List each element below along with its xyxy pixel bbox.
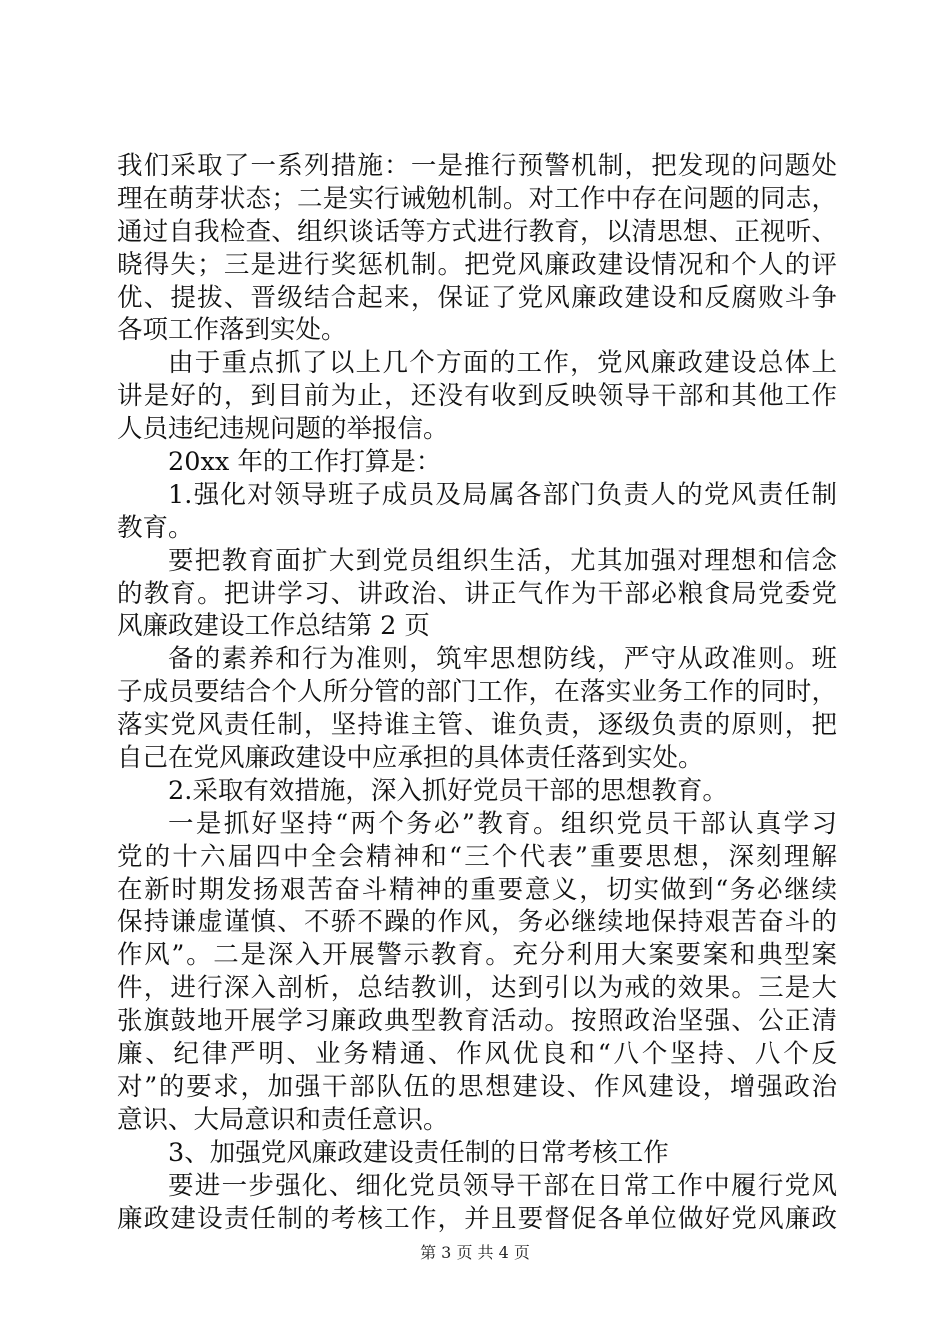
text-line: 理在萌芽状态；二是实行诫勉机制。对工作中存在问题的同志， [117, 183, 837, 214]
text-line: 保持谦虚谨慎、不骄不躁的作风，务必继续地保持艰苦奋斗的 [117, 907, 837, 938]
text-line: 件，进行深入剖析，总结教训，达到引以为戒的效果。三是大 [117, 973, 837, 1004]
text-line: 要把教育面扩大到党员组织生活，尤其加强对理想和信念 [168, 545, 837, 576]
text-line: 讲是好的，到目前为止，还没有收到反映领导干部和其他工作 [117, 381, 837, 412]
text-line: 由于重点抓了以上几个方面的工作，党风廉政建设总体上 [168, 348, 837, 379]
text-line: 党的十六届四中全会精神和“三个代表”重要思想，深刻理解 [117, 841, 837, 872]
text-line: 风廉政建设工作总结第 2 页 [117, 611, 430, 642]
text-line: 晓得失；三是进行奖惩机制。把党风廉政建设情况和个人的评 [117, 249, 837, 280]
text-line: 自己在党风廉政建设中应承担的具体责任落到实处。 [117, 743, 704, 774]
text-line: 一是抓好坚持“两个务必”教育。组织党员干部认真学习 [168, 808, 837, 839]
text-line: 张旗鼓地开展学习廉政典型教育活动。按照政治坚强、公正清 [117, 1006, 837, 1037]
text-line: 对”的要求，加强干部队伍的思想建设、作风建设，增强政治 [117, 1071, 837, 1102]
text-line: 廉政建设责任制的考核工作，并且要督促各单位做好党风廉政 [117, 1203, 837, 1234]
text-line: 落实党风责任制，坚持谁主管、谁负责，逐级负责的原则，把 [117, 710, 837, 741]
text-line: 在新时期发扬艰苦奋斗精神的重要意义，切实做到“务必继续 [117, 874, 837, 905]
text-line: 作风”。二是深入开展警示教育。充分利用大案要案和典型案 [117, 940, 837, 971]
text-line: 廉、纪律严明、业务精通、作风优良和“八个坚持、八个反 [117, 1039, 837, 1070]
text-line: 20xx 年的工作打算是： [168, 447, 442, 478]
text-line: 教育。 [117, 512, 194, 543]
document-body [117, 150, 837, 1235]
text-line: 1.强化对领导班子成员及局属各部门负责人的党风责任制 [168, 479, 837, 510]
text-line: 2.采取有效措施，深入抓好党员干部的思想教育。 [168, 775, 728, 806]
text-line: 我们采取了一系列措施：一是推行预警机制，把发现的问题处 [117, 151, 837, 181]
text-line: 优、提拔、晋级结合起来，保证了党风廉政建设和反腐败斗争 [117, 282, 837, 313]
text-line: 子成员要结合个人所分管的部门工作，在落实业务工作的同时， [117, 677, 837, 708]
page-footer: 第 3 页 共 4 页 [420, 1243, 530, 1262]
text-line: 备的素养和行为准则，筑牢思想防线，严守从政准则。班 [168, 644, 837, 675]
text-line: 的教育。把讲学习、讲政治、讲正气作为干部必粮食局党委党 [117, 578, 837, 609]
text-line: 各项工作落到实处。 [117, 315, 347, 346]
text-line: 人员违纪违规问题的举报信。 [117, 414, 449, 445]
text-line: 通过自我检查、组织谈话等方式进行教育，以清思想、正视听、 [117, 216, 837, 247]
text-line: 3、加强党风廉政建设责任制的日常考核工作 [168, 1137, 669, 1168]
text-line: 意识、大局意识和责任意识。 [117, 1104, 449, 1135]
text-line: 要进一步强化、细化党员领导干部在日常工作中履行党风 [168, 1170, 837, 1201]
